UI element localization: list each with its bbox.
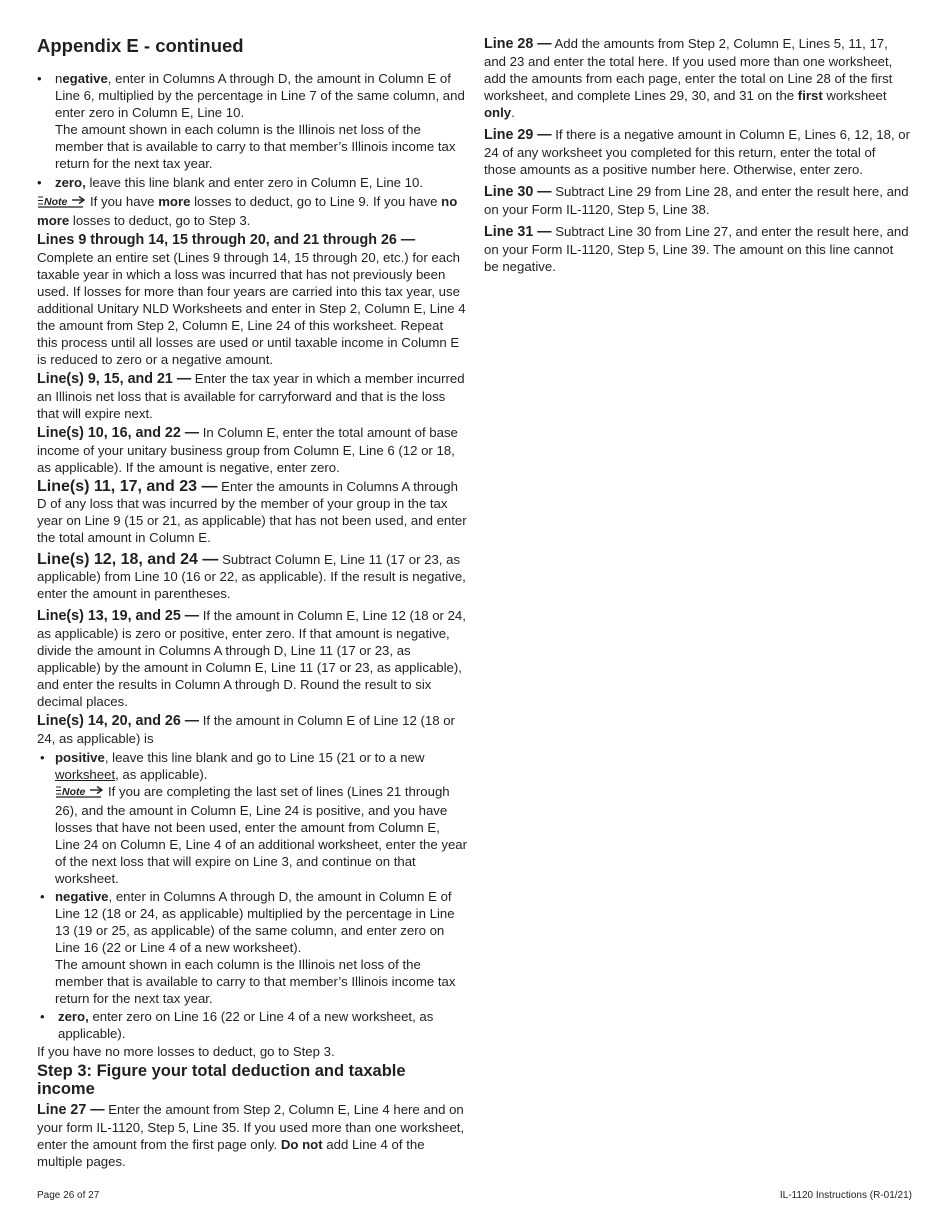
- bullet-negative: • negative, enter in Columns A through D, the amount in Column E of Line 6, multiplied by the percentage in Line 7 of the same column, and enter zero in Column E, Line 10. The amount shown in each column is the Illinois net loss of the member that is available to carry to that member’s Illinois income tax return for the next tax year.: [37, 71, 465, 171]
- right-column: [484, 35, 910, 280]
- lines-14-20-26: [37, 712, 467, 747]
- text-bold: no more: [37, 194, 458, 228]
- section-heading: Line 28 —: [484, 36, 552, 52]
- text-bold: positive: [55, 750, 105, 765]
- bullet-negative-2: • negative, enter in Columns A through D, the amount in Column E of Line 12 (18 or 24, as applicable) multiplied by the percentage in Line 13 (19 or 25, as applicable) of the same column, and enter zero on Line 16 (22 or Line 4 of a new worksheet). The amount shown in each column is the Illinois net loss of the member that is available to carry to that member’s Illinois income tax return for the next tax year.: [40, 889, 456, 1006]
- section-heading: Line(s) 12, 18, and 24 —: [37, 551, 219, 568]
- note-icon: [55, 784, 105, 802]
- section-heading: Line 31 —: [484, 224, 552, 240]
- section-heading: Line 30 —: [484, 184, 552, 200]
- section-heading: Lines 9 through 14, 15 through 20, and 21 through 26 —: [37, 232, 416, 248]
- text-bold: egative: [62, 71, 108, 86]
- text: If the amount in Column E, Line 12 (18 or 24, as applicable) is zero or positive, enter zero. If that amount is negative, divide the amount in Columns A through D, Line 11 (17 or 23, as applicable) by the amount in Column E, Line 11 (17 or 23, as applicable), and enter the results in Column A through D. Round the result to six decimal places.: [37, 608, 466, 709]
- text: If the amount in Column E of Line 12 (18 or 24, as applicable) is: [37, 713, 455, 746]
- bullet-zero-2: • zero, enter zero on Line 16 (22 or Line 4 of a new worksheet, as applicable).: [40, 1009, 434, 1041]
- footer-form-id: IL-1120 Instructions (R-01/21): [779, 1190, 912, 1201]
- text: Enter the amounts in Columns A through D of any loss that was incurred by the member of your group in the tax year on Line 9 (15 or 21, as applicable) that has not been used, and enter the total amount in Column E.: [37, 479, 467, 545]
- page-heading: Appendix E - continued: [37, 35, 244, 56]
- lines-9-26-section: [37, 231, 467, 368]
- text: leave this line blank and enter zero in Column E, Line 10.: [85, 175, 423, 190]
- text: The amount shown in each column is the Illinois net loss of the member that is available to carry to that member’s Illinois income tax return for the next tax year.: [55, 122, 456, 171]
- text: Enter the amount from Step 2, Column E, Line 4 here and on your form IL-1120, Step 5, Line 35. If you used more than one worksheet, enter the amount from the first page only.: [37, 1102, 465, 1152]
- text: Subtract Column E, Line 11 (17 or 23, as applicable) from Line 10 (16 or 22, as applicable). If the result is negative, enter the amount in parentheses.: [37, 552, 466, 601]
- text-underlined: worksheet: [55, 767, 116, 782]
- text: If you are completing the last set of lines (Lines 21 through 26), and the amount in Column E, Line 24 is positive, and you have losses that have not been used, enter the amount from Column E, Line 24 on Column E, Line 4 of an additional worksheet, enter the year of the next loss that will expire on Line 3, and continue on that worksheet.: [55, 784, 468, 886]
- note-paragraph-1: [37, 193, 467, 229]
- text: , leave this line blank and go to Line 15 (21 or to a new: [104, 750, 425, 765]
- line-28: [484, 35, 910, 121]
- text-bold: negative: [55, 889, 109, 904]
- text: .: [511, 105, 515, 120]
- lines-11-17-23: [37, 478, 467, 546]
- bullet-zero: • zero, leave this line blank and enter zero in Column E, Line 10.: [37, 175, 423, 190]
- text: losses to deduct, go to Line 9. If you have: [190, 194, 442, 209]
- text-bold: more: [158, 194, 191, 209]
- section-heading: Line(s) 13, 19, and 25 —: [37, 608, 200, 624]
- text: Complete an entire set (Lines 9 through 14, 15 through 20, etc.) for each taxable year in which a loss was incurred that has not previously been used. If losses for more than four years are carried into this tax year, use additional Unitary NLD Worksheets and enter in Step 2, Column E, Line 4 the amount from Step 2, Column E, Line 24 of this worksheet. Repeat this process until all losses are used or until taxable income in Column E is reduced to zero or a negative amount.: [37, 250, 466, 367]
- text: , enter in Columns A through D, the amount in Column E of Line 6, multiplied by the percentage in Line 7 of the same column, and enter zero in Column E, Line 10.: [55, 71, 465, 120]
- text: Subtract Line 29 from Line 28, and enter the result here, and on your Form IL-1120, Step 5, Line 38.: [484, 184, 909, 217]
- text: enter zero on Line 16 (22 or Line 4 of a new worksheet, as applicable).: [58, 1009, 434, 1041]
- text: n: [55, 71, 63, 86]
- line-31: [484, 223, 910, 275]
- line-30: [484, 183, 910, 218]
- text: If you have: [90, 194, 159, 209]
- section-heading: Line(s) 10, 16, and 22 —: [37, 425, 200, 441]
- lines-12-18-24: [37, 551, 467, 602]
- left-column: [37, 35, 467, 1172]
- line-27: [37, 1101, 467, 1170]
- text-bold: zero,: [58, 1009, 89, 1024]
- section-heading: Line(s) 14, 20, and 26 —: [37, 713, 200, 729]
- text-bold: first: [797, 88, 823, 103]
- lines-10-16-22: [37, 424, 467, 476]
- no-more-losses: If you have no more losses to deduct, go to Step 3.: [37, 1044, 335, 1059]
- note-icon: [37, 194, 87, 212]
- section-heading: Line(s) 9, 15, and 21 —: [37, 371, 192, 387]
- section-heading: Line(s) 11, 17, and 23 —: [37, 478, 218, 495]
- footer-page-number: Page 26 of 27: [37, 1190, 100, 1201]
- text: , enter in Columns A through D, the amount in Column E of Line 12 (18 or 24, as applicable) multiplied by the percentage in Line 13 (19 or 25, as applicable) of the same column, and enter zero on Line 16 (22 or Line 4 of a new worksheet).: [55, 889, 455, 955]
- lines-13-19-25: [37, 607, 467, 710]
- line-29: [484, 126, 910, 178]
- text-bold: only: [484, 105, 512, 120]
- section-heading: Line 29 —: [484, 127, 552, 143]
- text: losses to deduct, go to Step 3.: [69, 213, 251, 228]
- section-heading: Line 27 —: [37, 1102, 105, 1118]
- text-bold: zero,: [55, 175, 86, 190]
- text: , as applicable).: [115, 767, 208, 782]
- text: Subtract Line 30 from Line 27, and enter the result here, and on your Form IL-1120, Step 5, Line 39. The amount on this line cannot be negative.: [484, 224, 909, 274]
- text: Add the amounts from Step 2, Column E, Lines 5, 11, 17, and 23 and enter the total here. If you used more than one worksheet, add the amounts from each page, enter the total on Line 28 of the first worksheet, and complete Lines 29, 30, and 31 on the: [484, 36, 893, 103]
- svg-text:Note: Note: [44, 196, 68, 208]
- text-bold: Do not: [280, 1137, 323, 1152]
- text: In Column E, enter the total amount of base income of your unitary business group from Column E, Line 6 (12 or 18, as applicable). If the amount is negative, enter zero.: [37, 425, 458, 475]
- svg-text:Note: Note: [62, 786, 86, 798]
- bullet-positive: • positive, leave this line blank and go to Line 15 (21 or to a new worksheet, as applicable). Note If you are completing the last set of lines (Lines 21 through 26), and the amount in Column E, Line 24 is positive, and you have losses that have not been used, enter the amount from Column E, Line 24 on Column E, Line 4 of an additional worksheet, enter the year of the next loss that will expire on Line 3, and continue on that worksheet.: [40, 750, 468, 886]
- step3-heading: Step 3: Figure your total deduction and taxable income: [37, 1062, 406, 1098]
- text: worksheet: [822, 88, 887, 103]
- text: add Line 4 of the multiple pages.: [37, 1137, 425, 1169]
- text: The amount shown in each column is the Illinois net loss of the member that is available to carry to that member’s Illinois income tax return for the next tax year.: [55, 957, 456, 1006]
- text: Enter the tax year in which a member incurred an Illinois net loss that is available for carryforward and that is the loss that will expire next.: [37, 371, 465, 421]
- lines-9-15-21: [37, 370, 467, 422]
- text: If there is a negative amount in Column E, Lines 6, 12, 18, or 24 of any worksheet you completed for this return, enter the total of those amounts as a positive number here. Otherwise, enter zero.: [484, 127, 911, 177]
